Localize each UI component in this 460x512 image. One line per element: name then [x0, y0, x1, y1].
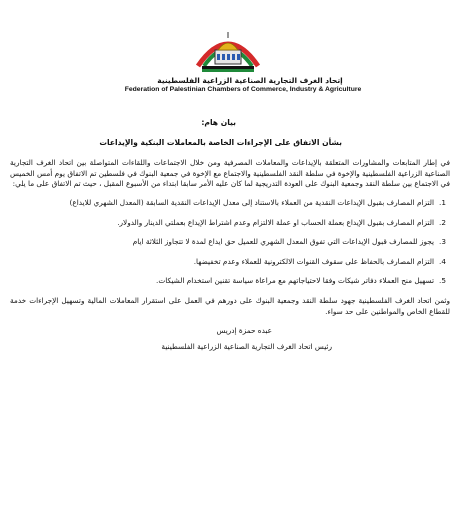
item-text: يجوز للمصارف قبول الإيداعات التي تفوق المعدل الشهري للعميل حق ايداع لمدة لا تتجاوز الثلاثة ايام	[132, 237, 434, 247]
item-number: 3.	[439, 237, 446, 247]
item-number: 2.	[439, 217, 446, 227]
item-number: 5.	[439, 276, 446, 286]
organization-name-english: Federation of Palestinian Chambers of Commerce, Industry & Agriculture	[124, 86, 362, 93]
list-item	[10, 256, 446, 268]
item-text: تسهيل منح العملاء دفاتر شيكات وفقا لاحتياجاتهم مع مراعاة سياسة تقنين استخدام الشيكات.	[156, 276, 434, 286]
statement-intro: في إطار المتابعات والمشاورات المتعلقة بالإيداعات والمعاملات المصرفية ومن خلال الاجتماعات واللقاءات المتواصلة بين اتحاد الغرف التجارية الصناعية الزراعية الفلسطينية والإخوة في سلطة النقد الفلسطينية والاجتماع مع الإخوة في جمعية البنوك في فلسطين تم الاتفاق يوم أمس الخميس في الاجتماع بين سلطة النقد وجمعية البنوك على العودة التدريجية لما كان عليه الأمر سابقا ابتداء من الأسبوع المقبل ، حيث تم الاتفاق على ما يلي:	[10, 158, 450, 189]
statement-subject: بشأن الاتفاق على الإجراءات الخاصة بالمعاملات البنكية والإيداعات	[99, 137, 342, 147]
list-item	[10, 217, 446, 229]
list-item	[10, 197, 446, 209]
item-text: التزام المصارف بقبول الإيداع بعملة الحساب او عملة الالتزام وعدم اشتراط الإيداع بعملتي الدينار والدولار.	[117, 217, 434, 227]
statement-closing: وثمن اتحاد الغرف الفلسطينية جهود سلطة النقد وجمعية البنوك على دورهم في العمل على استقرار المعاملات المالية وتسهيل الإجراءات خدمة للقطاع الخاص والمواطنين على حد سواء.	[10, 295, 450, 316]
list-item	[10, 276, 446, 287]
item-number: 4.	[439, 256, 446, 266]
agreement-list	[10, 198, 450, 287]
signatory-name: عبده حمزة إدريس	[216, 326, 272, 336]
item-text: التزام المصارف بقبول الإيداعات النقدية من العملاء بالاستناد إلى معدل الإيداعات النقدية السابقة (المعدل الشهري للايداع)	[69, 197, 434, 207]
statement-body	[10, 118, 450, 352]
signatory-title: رئيس اتحاد الغرف التجارية الصناعية الزراعية الفلسطينية	[161, 341, 332, 351]
item-number: 1.	[439, 197, 446, 207]
list-item	[10, 237, 446, 248]
item-text: التزام المصارف بالحفاظ على سقوف القنوات الالكترونية للعملاء وعدم تخفيضها.	[193, 256, 434, 266]
statement-title: بيان هام:	[201, 118, 236, 127]
organization-name-arabic: إتحاد الغرف التجارية الصناعية الزراعية الفلسطينية	[157, 76, 343, 85]
dome-of-the-rock-emblem-icon	[188, 14, 268, 76]
